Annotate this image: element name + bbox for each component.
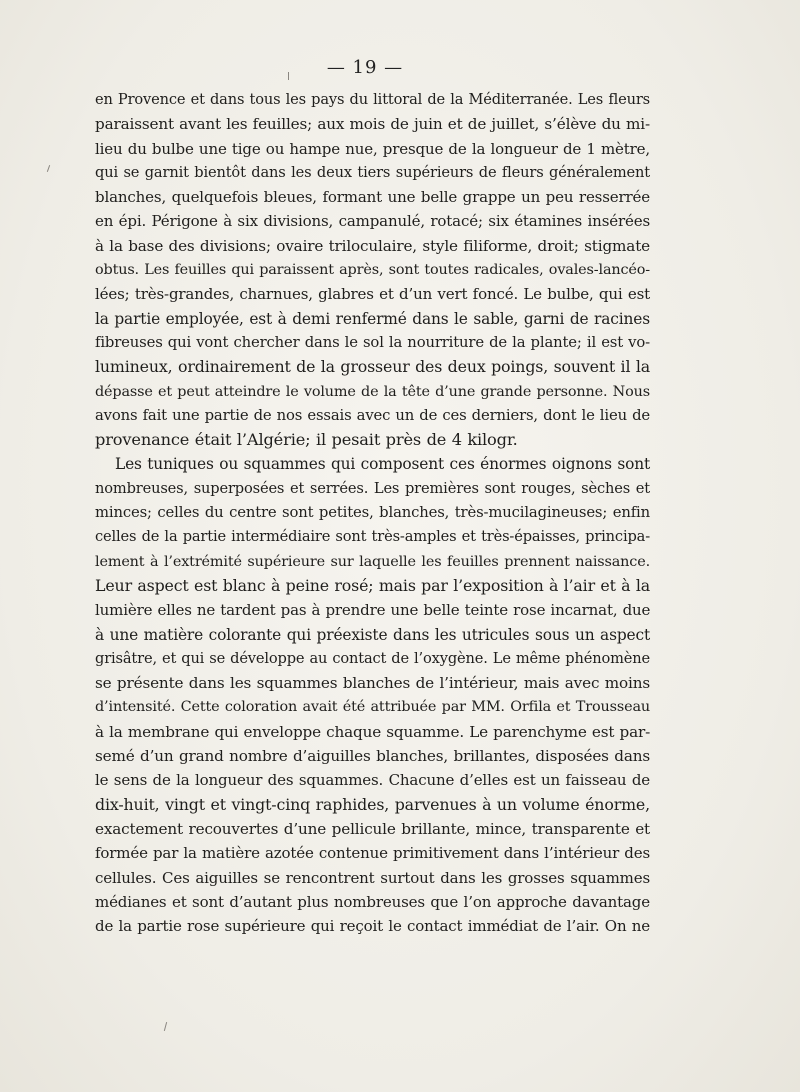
text-line: dix-huit, vingt et vingt-cinq raphides, parvenues à un volume énorme, xyxy=(95,794,650,814)
text-line: à la base des divisions; ovaire triloculaire, style filiforme, droit; stigmate xyxy=(95,236,650,255)
paragraph-2 xyxy=(95,452,650,938)
text-line: semé d’un grand nombre d’aiguilles blanches, brillantes, disposées dans xyxy=(95,747,650,766)
text-line: grisâtre, et qui se développe au contact de l’oxygène. Le même phénomène xyxy=(95,649,650,667)
text-line: cellules. Ces aiguilles se rencontrent surtout dans les grosses squammes xyxy=(95,868,650,887)
text-line: lumineux, ordinairement de la grosseur des deux poings, souvent il la xyxy=(95,357,650,377)
text-line: en Provence et dans tous les pays du littoral de la Méditerranée. Les fleurs xyxy=(95,91,650,108)
paragraph-1 xyxy=(95,88,650,452)
text-line: provenance était l’Algérie; il pesait près de 4 kilogr. xyxy=(95,430,518,450)
text-line: nombreuses, superposées et serrées. Les premières sont rouges, sèches et xyxy=(95,479,650,497)
text-line: en épi. Périgone à six divisions, campanulé, rotacé; six étamines insérées xyxy=(95,212,650,231)
text-line: le sens de la longueur des squammes. Chacune d’elles est un faisseau de xyxy=(95,771,650,790)
text-line: minces; celles du centre sont petites, blanches, très-mucilagineuses; enfin xyxy=(95,504,650,522)
text-line: la partie employée, est à demi renfermé dans le sable, garni de racines xyxy=(95,309,650,328)
text-line: dépasse et peut atteindre le volume de la tête d’une grande personne. Nous xyxy=(95,383,650,400)
text-line: à une matière colorante qui préexiste dans les utricules sous un aspect xyxy=(95,625,650,644)
text-line: lieu du bulbe une tige ou hampe nue, presque de la longueur de 1 mètre, xyxy=(95,139,650,158)
text-line: paraissent avant les feuilles; aux mois de juin et de juillet, s’élève du mi- xyxy=(95,115,650,134)
text-line: celles de la partie intermédiaire sont très-amples et très-épaisses, principa- xyxy=(95,528,650,546)
text-line: lement à l’extrémité supérieure sur laquelle les feuilles prennent naissance. xyxy=(95,553,650,570)
text-line: lumière elles ne tardent pas à prendre une belle teinte rose incarnat, due xyxy=(95,601,651,620)
scan-speck xyxy=(164,1022,167,1031)
text-line: se présente dans les squammes blanches de l’intérieur, mais avec moins xyxy=(95,674,650,693)
text-line: blanches, quelquefois bleues, formant une belle grappe un peu resserrée xyxy=(95,188,650,207)
text-line: formée par la matière azotée contenue primitivement dans l’intérieur des xyxy=(95,844,650,863)
text-line: obtus. Les feuilles qui paraissent après, sont toutes radicales, ovales-lancéo- xyxy=(95,262,650,279)
text-line: avons fait une partie de nos essais avec un de ces derniers, dont le lieu de xyxy=(95,406,650,424)
page-number: — 19 — xyxy=(326,57,404,78)
body-text xyxy=(95,88,650,938)
scan-speck xyxy=(288,72,289,80)
text-line: exactement recouvertes d’une pellicule brillante, mince, transparente et xyxy=(95,819,650,838)
text-line: qui se garnit bientôt dans les deux tiers supérieurs de fleurs généralement xyxy=(95,163,650,181)
text-line: de la partie rose supérieure qui reçoit le contact immédiat de l’air. On ne xyxy=(95,917,650,936)
text-line: à la membrane qui enveloppe chaque squamme. Le parenchyme est par- xyxy=(95,722,651,741)
text-line: lées; très-grandes, charnues, glabres et d’un vert foncé. Le bulbe, qui est xyxy=(95,285,650,304)
scan-speck xyxy=(47,165,50,172)
text-line: Leur aspect est blanc à peine rosé; mais par l’exposition à l’air et à la xyxy=(95,575,650,595)
text-line: médianes et sont d’autant plus nombreuses que l’on approche davantage xyxy=(95,892,650,911)
text-line: d’intensité. Cette coloration avait été attribuée par MM. Orfila et Trousseau xyxy=(95,699,650,716)
text-line: fibreuses qui vont chercher dans le sol la nourriture de la plante; il est vo- xyxy=(95,333,650,351)
text-line: Les tuniques ou squammes qui composent ces énormes oignons sont xyxy=(115,455,650,474)
